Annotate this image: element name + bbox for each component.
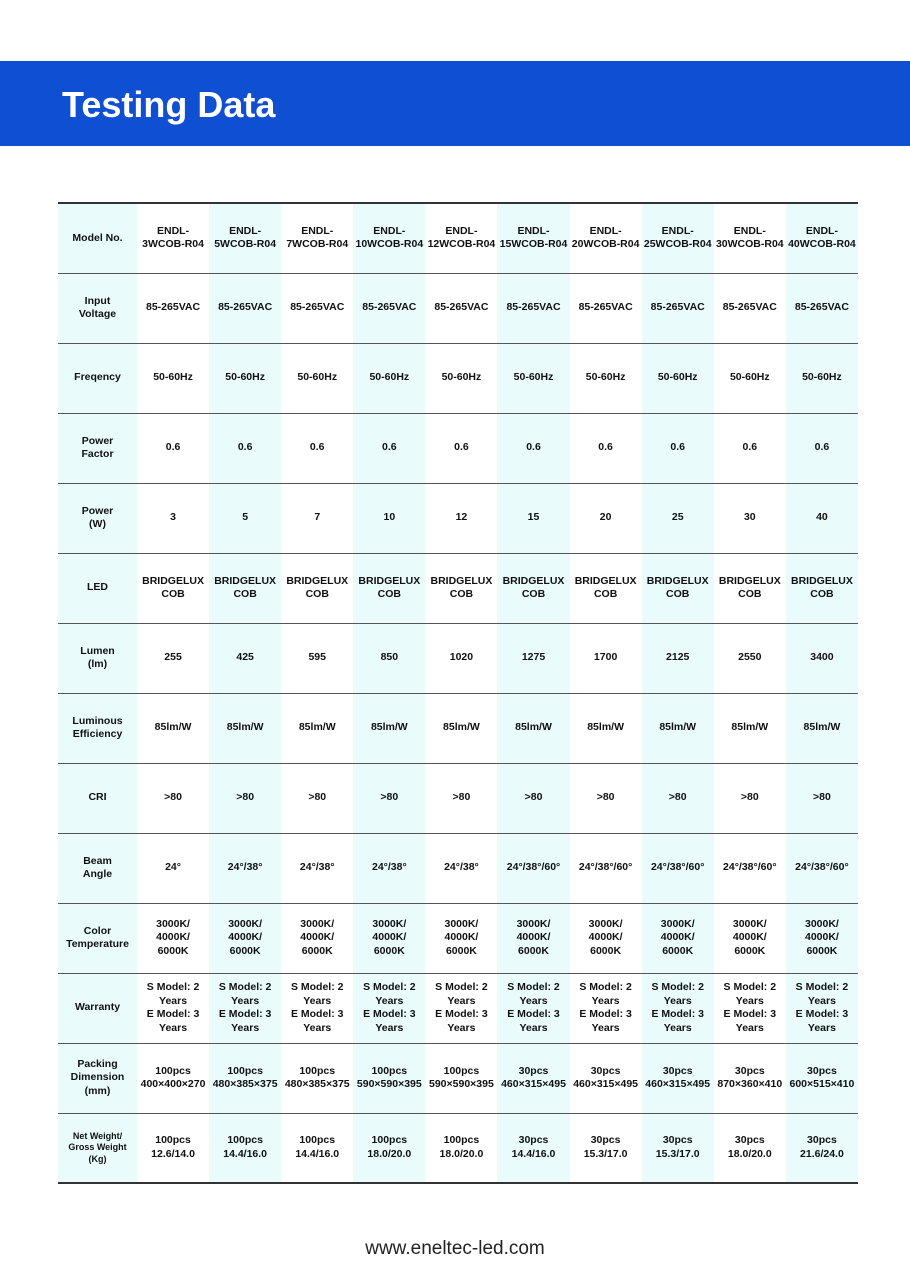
table-cell: 0.6 — [570, 413, 642, 483]
table-row — [58, 623, 858, 693]
table-cell: 2125 — [642, 623, 714, 693]
table-cell: 1275 — [497, 623, 569, 693]
table-cell: 85-265VAC — [786, 273, 858, 343]
row-label: Power (W) — [58, 483, 137, 553]
table-cell: 50-60Hz — [209, 343, 281, 413]
table-cell: 30pcs 14.4/16.0 — [497, 1113, 569, 1183]
table-cell: 3000K/ 4000K/ 6000K — [497, 903, 569, 973]
table-cell: 100pcs 590×590×395 — [425, 1043, 497, 1113]
row-label: CRI — [58, 763, 137, 833]
table-cell: BRIDGELUX COB — [786, 553, 858, 623]
table-cell: 30pcs 15.3/17.0 — [642, 1113, 714, 1183]
row-label: LED — [58, 553, 137, 623]
table-cell: 85-265VAC — [353, 273, 425, 343]
table-cell: 5 — [209, 483, 281, 553]
table-cell: 3000K/ 4000K/ 6000K — [570, 903, 642, 973]
table-cell: 85-265VAC — [281, 273, 353, 343]
table-row — [58, 483, 858, 553]
table-cell: 0.6 — [714, 413, 786, 483]
table-cell: 100pcs 18.0/20.0 — [425, 1113, 497, 1183]
table-cell: ENDL- 20WCOB-R04 — [570, 203, 642, 273]
table-cell: 50-60Hz — [353, 343, 425, 413]
table-cell: 30pcs 460×315×495 — [570, 1043, 642, 1113]
table-cell: 24°/38°/60° — [786, 833, 858, 903]
table-cell: >80 — [137, 763, 209, 833]
table-cell: 3000K/ 4000K/ 6000K — [137, 903, 209, 973]
table-cell: 85-265VAC — [642, 273, 714, 343]
table-cell: S Model: 2 Years E Model: 3 Years — [281, 973, 353, 1043]
table-row — [58, 343, 858, 413]
table-cell: >80 — [209, 763, 281, 833]
table-cell: BRIDGELUX COB — [281, 553, 353, 623]
table-cell: BRIDGELUX COB — [209, 553, 281, 623]
table-row — [58, 1043, 858, 1113]
table-cell: >80 — [353, 763, 425, 833]
table-cell: 0.6 — [209, 413, 281, 483]
table-cell: 85-265VAC — [137, 273, 209, 343]
table-cell: 20 — [570, 483, 642, 553]
table-row — [58, 833, 858, 903]
table-cell: 24° — [137, 833, 209, 903]
table-cell: 0.6 — [137, 413, 209, 483]
table-cell: 100pcs 12.6/14.0 — [137, 1113, 209, 1183]
table-cell: 12 — [425, 483, 497, 553]
table-cell: BRIDGELUX COB — [353, 553, 425, 623]
table-cell: 3000K/ 4000K/ 6000K — [714, 903, 786, 973]
table-cell: 85lm/W — [353, 693, 425, 763]
table-row — [58, 763, 858, 833]
table-cell: 425 — [209, 623, 281, 693]
table-cell: S Model: 2 Years E Model: 3 Years — [714, 973, 786, 1043]
table-row — [58, 693, 858, 763]
table-cell: 3000K/ 4000K/ 6000K — [425, 903, 497, 973]
table-cell: 50-60Hz — [425, 343, 497, 413]
table-cell: ENDL- 7WCOB-R04 — [281, 203, 353, 273]
table-cell: 50-60Hz — [786, 343, 858, 413]
table-cell: 0.6 — [425, 413, 497, 483]
table-cell: 30pcs 460×315×495 — [642, 1043, 714, 1113]
table-cell: 100pcs 590×590×395 — [353, 1043, 425, 1113]
table-cell: 85lm/W — [137, 693, 209, 763]
table-cell: S Model: 2 Years E Model: 3 Years — [209, 973, 281, 1043]
table-cell: 100pcs 400×400×270 — [137, 1043, 209, 1113]
table-cell: ENDL- 25WCOB-R04 — [642, 203, 714, 273]
table-cell: 3000K/ 4000K/ 6000K — [786, 903, 858, 973]
table-cell: 24°/38°/60° — [570, 833, 642, 903]
table-cell: S Model: 2 Years E Model: 3 Years — [137, 973, 209, 1043]
table-cell: S Model: 2 Years E Model: 3 Years — [497, 973, 569, 1043]
table-cell: ENDL- 30WCOB-R04 — [714, 203, 786, 273]
table-cell: ENDL- 40WCOB-R04 — [786, 203, 858, 273]
table-cell: 2550 — [714, 623, 786, 693]
table-cell: 24°/38° — [209, 833, 281, 903]
table-body — [58, 203, 858, 1183]
table-cell: ENDL- 5WCOB-R04 — [209, 203, 281, 273]
table-cell: 24°/38°/60° — [497, 833, 569, 903]
table-cell: 0.6 — [497, 413, 569, 483]
table-cell: 85lm/W — [497, 693, 569, 763]
row-label: Power Factor — [58, 413, 137, 483]
header-banner — [0, 61, 910, 146]
table-cell: 100pcs 480×385×375 — [281, 1043, 353, 1113]
table-cell: >80 — [714, 763, 786, 833]
table-cell: >80 — [570, 763, 642, 833]
table-cell: 50-60Hz — [281, 343, 353, 413]
table-cell: 0.6 — [281, 413, 353, 483]
table-cell: ENDL- 3WCOB-R04 — [137, 203, 209, 273]
table-cell: 85lm/W — [786, 693, 858, 763]
table-cell: 1020 — [425, 623, 497, 693]
table-cell: 50-60Hz — [137, 343, 209, 413]
table-cell: >80 — [281, 763, 353, 833]
table-cell: >80 — [642, 763, 714, 833]
table-cell: 85-265VAC — [570, 273, 642, 343]
table-cell: 3000K/ 4000K/ 6000K — [642, 903, 714, 973]
table-cell: 85lm/W — [281, 693, 353, 763]
table-cell: BRIDGELUX COB — [137, 553, 209, 623]
table-cell: 50-60Hz — [714, 343, 786, 413]
table-cell: 50-60Hz — [497, 343, 569, 413]
page-title: Testing Data — [62, 84, 276, 125]
table-row — [58, 413, 858, 483]
table-cell: 30pcs 460×315×495 — [497, 1043, 569, 1113]
table-cell: 40 — [786, 483, 858, 553]
table-cell: ENDL- 10WCOB-R04 — [353, 203, 425, 273]
row-label: Freqency — [58, 343, 137, 413]
table-cell: 30 — [714, 483, 786, 553]
table-cell: 85-265VAC — [497, 273, 569, 343]
table-row — [58, 1113, 858, 1183]
table-cell: S Model: 2 Years E Model: 3 Years — [642, 973, 714, 1043]
table-cell: 85lm/W — [714, 693, 786, 763]
table-cell: 30pcs 870×360×410 — [714, 1043, 786, 1113]
table-cell: 85lm/W — [425, 693, 497, 763]
table-cell: S Model: 2 Years E Model: 3 Years — [353, 973, 425, 1043]
table-row — [58, 273, 858, 343]
table-cell: 24°/38° — [353, 833, 425, 903]
table-cell: 100pcs 14.4/16.0 — [209, 1113, 281, 1183]
row-label: Lumen (lm) — [58, 623, 137, 693]
table-row — [58, 203, 858, 273]
table-cell: BRIDGELUX COB — [642, 553, 714, 623]
table-cell: 10 — [353, 483, 425, 553]
table-cell: 7 — [281, 483, 353, 553]
table-cell: 255 — [137, 623, 209, 693]
row-label: Color Temperature — [58, 903, 137, 973]
table-cell: 100pcs 14.4/16.0 — [281, 1113, 353, 1183]
table-cell: 85lm/W — [570, 693, 642, 763]
table-cell: S Model: 2 Years E Model: 3 Years — [570, 973, 642, 1043]
table-cell: BRIDGELUX COB — [714, 553, 786, 623]
table-cell: 30pcs 600×515×410 — [786, 1043, 858, 1113]
row-label: Model No. — [58, 203, 137, 273]
table-cell: 0.6 — [786, 413, 858, 483]
table-cell: S Model: 2 Years E Model: 3 Years — [425, 973, 497, 1043]
table-cell: 3000K/ 4000K/ 6000K — [353, 903, 425, 973]
table-cell: 25 — [642, 483, 714, 553]
row-label: Beam Angle — [58, 833, 137, 903]
table-cell: 100pcs 18.0/20.0 — [353, 1113, 425, 1183]
table-cell: 3000K/ 4000K/ 6000K — [209, 903, 281, 973]
table-cell: 3400 — [786, 623, 858, 693]
table-cell: 3 — [137, 483, 209, 553]
table-cell: 0.6 — [642, 413, 714, 483]
table-cell: 30pcs 18.0/20.0 — [714, 1113, 786, 1183]
table-cell: 595 — [281, 623, 353, 693]
table-cell: 85-265VAC — [425, 273, 497, 343]
table-cell: 100pcs 480×385×375 — [209, 1043, 281, 1113]
table-cell: 24°/38° — [281, 833, 353, 903]
table-cell: ENDL- 15WCOB-R04 — [497, 203, 569, 273]
row-label: Luminous Efficiency — [58, 693, 137, 763]
table-cell: 3000K/ 4000K/ 6000K — [281, 903, 353, 973]
table-cell: 1700 — [570, 623, 642, 693]
table-cell: >80 — [425, 763, 497, 833]
table-cell: ENDL- 12WCOB-R04 — [425, 203, 497, 273]
table-cell: 30pcs 21.6/24.0 — [786, 1113, 858, 1183]
table-row — [58, 903, 858, 973]
row-label: Warranty — [58, 973, 137, 1043]
table-cell: 85lm/W — [209, 693, 281, 763]
table-cell: 0.6 — [353, 413, 425, 483]
table-cell: 24°/38°/60° — [642, 833, 714, 903]
table-cell: >80 — [786, 763, 858, 833]
table-cell: 15 — [497, 483, 569, 553]
table-cell: 24°/38° — [425, 833, 497, 903]
table-cell: 85-265VAC — [714, 273, 786, 343]
table-cell: S Model: 2 Years E Model: 3 Years — [786, 973, 858, 1043]
table-cell: BRIDGELUX COB — [425, 553, 497, 623]
row-label: Input Voltage — [58, 273, 137, 343]
footer-website: www.eneltec-led.com — [365, 1238, 545, 1259]
table-cell: 30pcs 15.3/17.0 — [570, 1113, 642, 1183]
table-cell: 50-60Hz — [642, 343, 714, 413]
row-label: Net Weight/ Gross Weight (Kg) — [58, 1113, 137, 1183]
testing-data-table — [58, 202, 858, 1184]
table-cell: BRIDGELUX COB — [570, 553, 642, 623]
table-cell: 24°/38°/60° — [714, 833, 786, 903]
table-cell: >80 — [497, 763, 569, 833]
row-label: Packing Dimension (mm) — [58, 1043, 137, 1113]
table-cell: 85-265VAC — [209, 273, 281, 343]
table-cell: BRIDGELUX COB — [497, 553, 569, 623]
table-row — [58, 553, 858, 623]
table-cell: 85lm/W — [642, 693, 714, 763]
table-cell: 50-60Hz — [570, 343, 642, 413]
table-row — [58, 973, 858, 1043]
table-cell: 850 — [353, 623, 425, 693]
